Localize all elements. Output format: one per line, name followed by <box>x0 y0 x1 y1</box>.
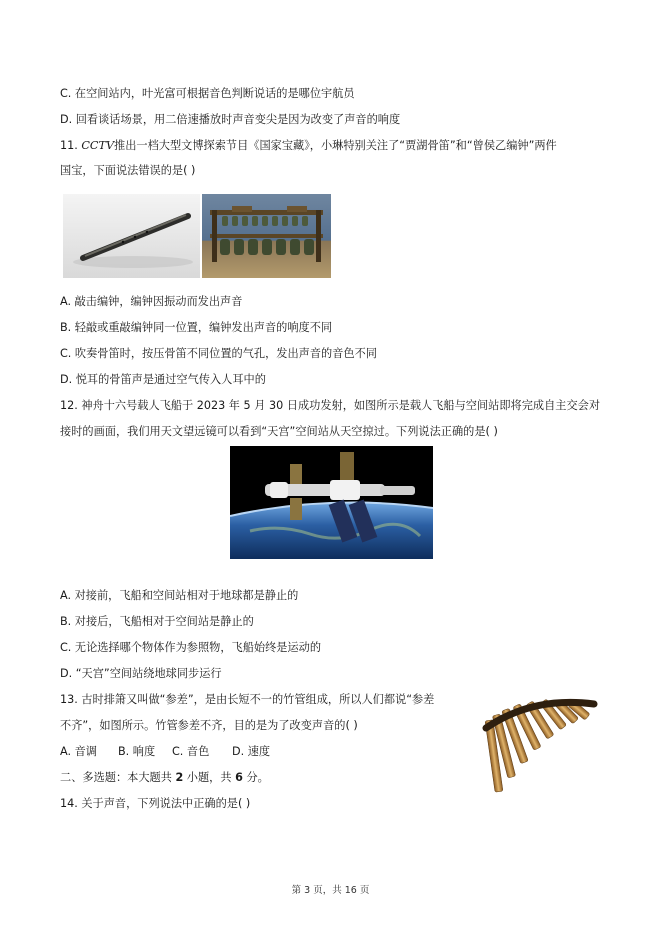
q13-stem-line2: 不齐”，如图所示。竹管参差不齐，目的是为了改变声音的( ) <box>60 719 358 732</box>
section-2-text-mid: 小题，共 <box>183 771 236 784</box>
q11-option-d: D. 悦耳的骨笛声是通过空气传入人耳中的 <box>60 373 266 386</box>
section-2-text: 二、多选题：本大题共 <box>60 771 176 784</box>
q13-option-c: C. 音色 <box>172 745 210 758</box>
q11-option-c: C. 吹奏骨笛时，按压骨笛不同位置的气孔，发出声音的音色不同 <box>60 347 377 360</box>
q11-stem-line2: 国宝，下面说法错误的是( ) <box>60 164 196 177</box>
q12-stem-line1: 12. 神舟十六号载人飞船于 2023 年 5 月 30 日成功发射，如图所示是载人飞船与空间站即将完成自主交会对 <box>60 399 601 412</box>
q11-stem-line1 <box>60 138 557 153</box>
q10-option-c: C. 在空间站内，叶光富可根据音色判断说话的是哪位宇航员 <box>60 87 355 100</box>
panpipe-image <box>478 690 598 800</box>
section-2-heading <box>60 770 269 785</box>
q12-stem-line2: 接时的画面，我们用天文望远镜可以看到“天宫”空间站从天空掠过。下列说法正确的是( ) <box>60 425 498 438</box>
q13-stem-line1: 13. 古时排箫又叫做“参差”，是由长短不一的竹管组成，所以人们都说“参差 <box>60 693 435 706</box>
q11-stem-text: 推出一档大型文博探索节目《国家宝藏》，小琳特别关注了“贾湖骨笛”和“曾侯乙编钟”两件 <box>114 139 557 152</box>
bianzhong-bells-image <box>202 194 331 278</box>
q11-number: 11. <box>60 139 82 152</box>
q11-cctv: CCTV <box>81 139 115 152</box>
q14-stem: 14. 关于声音，下列说法中正确的是( ) <box>60 797 251 810</box>
q12-option-a: A. 对接前，飞船和空间站相对于地球都是静止的 <box>60 589 299 602</box>
q10-option-d: D. 回看谈话场景，用二倍速播放时声音变尖是因为改变了声音的响度 <box>60 113 401 126</box>
section-2-score: 6 <box>235 771 243 784</box>
space-station-image <box>230 446 433 559</box>
q12-option-d: D. “天宫”空间站绕地球同步运行 <box>60 667 222 680</box>
page-footer: 第 3 页，共 16 页 <box>291 885 370 896</box>
section-2-count: 2 <box>175 771 184 784</box>
q12-option-c: C. 无论选择哪个物体作为参照物，飞船始终是运动的 <box>60 641 322 654</box>
q12-option-b: B. 对接后，飞船相对于空间站是静止的 <box>60 615 254 628</box>
q11-option-a: A. 敲击编钟，编钟因振动而发出声音 <box>60 295 243 308</box>
q13-option-d: D. 速度 <box>232 745 271 758</box>
q13-option-a: A. 音调 <box>60 745 97 758</box>
section-2-text-end: 分。 <box>242 771 269 784</box>
q13-option-b: B. 响度 <box>118 745 156 758</box>
q11-option-b: B. 轻敲或重敲编钟同一位置，编钟发出声音的响度不同 <box>60 321 333 334</box>
bone-flute-image <box>63 194 200 278</box>
